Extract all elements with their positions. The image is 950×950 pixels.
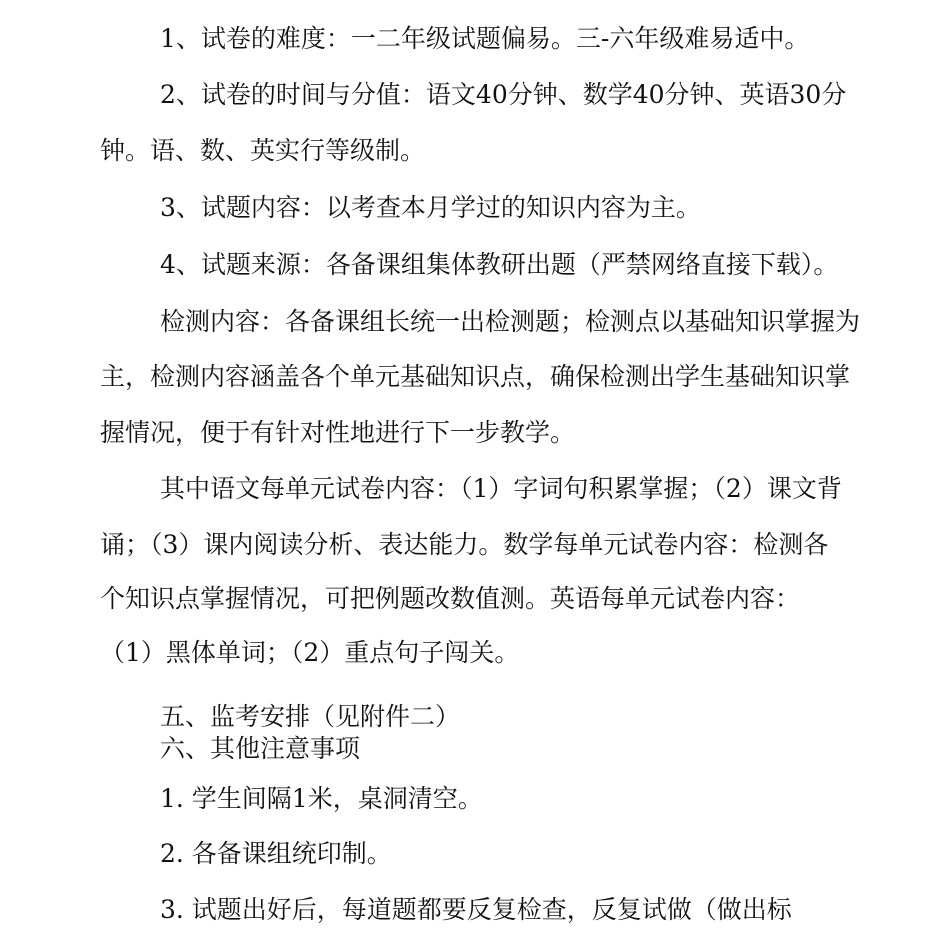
text-line-time-score: 2、试卷的时间与分值：语文40分钟、数学40分钟、英语30分: [160, 80, 847, 109]
text-line-difficulty: 1、试卷的难度：一二年级试题偏易。三-六年级难易适中。: [160, 24, 810, 53]
text-line-note-3: 3. 试题出好后，每道题都要反复检查，反复试做（做出标: [160, 895, 792, 924]
text-line-test-content-2: 主，检测内容涵盖各个单元基础知识点，确保检测出学生基础知识掌: [100, 362, 851, 391]
section-heading-notes: 六、其他注意事项: [160, 734, 361, 763]
text-line-note-1: 1. 学生间隔1米，桌洞清空。: [160, 784, 483, 813]
text-line-subjects-3: 个知识点掌握情况，可把例题改数值测。英语每单元试卷内容：: [100, 584, 801, 613]
text-line-content: 3、试题内容：以考查本月学过的知识内容为主。: [160, 193, 701, 222]
section-heading-proctoring: 五、监考安排（见附件二）: [160, 702, 461, 731]
text-line-test-content-3: 握情况，便于有针对性地进行下一步教学。: [100, 418, 576, 447]
text-line-source: 4、试题来源：各备课组集体教研出题（严禁网络直接下载）。: [160, 250, 839, 279]
text-line-subjects-4: （1）黑体单词；（2）重点句子闯关。: [100, 638, 520, 667]
text-line-subjects-2: 诵；（3）课内阅读分析、表达能力。数学每单元试卷内容：检测各: [100, 530, 829, 559]
text-line-test-content-1: 检测内容：各备课组长统一出检测题；检测点以基础知识掌握为: [160, 307, 861, 336]
text-line-subjects-1: 其中语文每单元试卷内容：（1）字词句积累掌握；（2）课文背: [160, 474, 842, 503]
text-line-grading: 钟。语、数、英实行等级制。: [100, 136, 426, 165]
text-line-note-2: 2. 各备课组统印制。: [160, 839, 392, 868]
